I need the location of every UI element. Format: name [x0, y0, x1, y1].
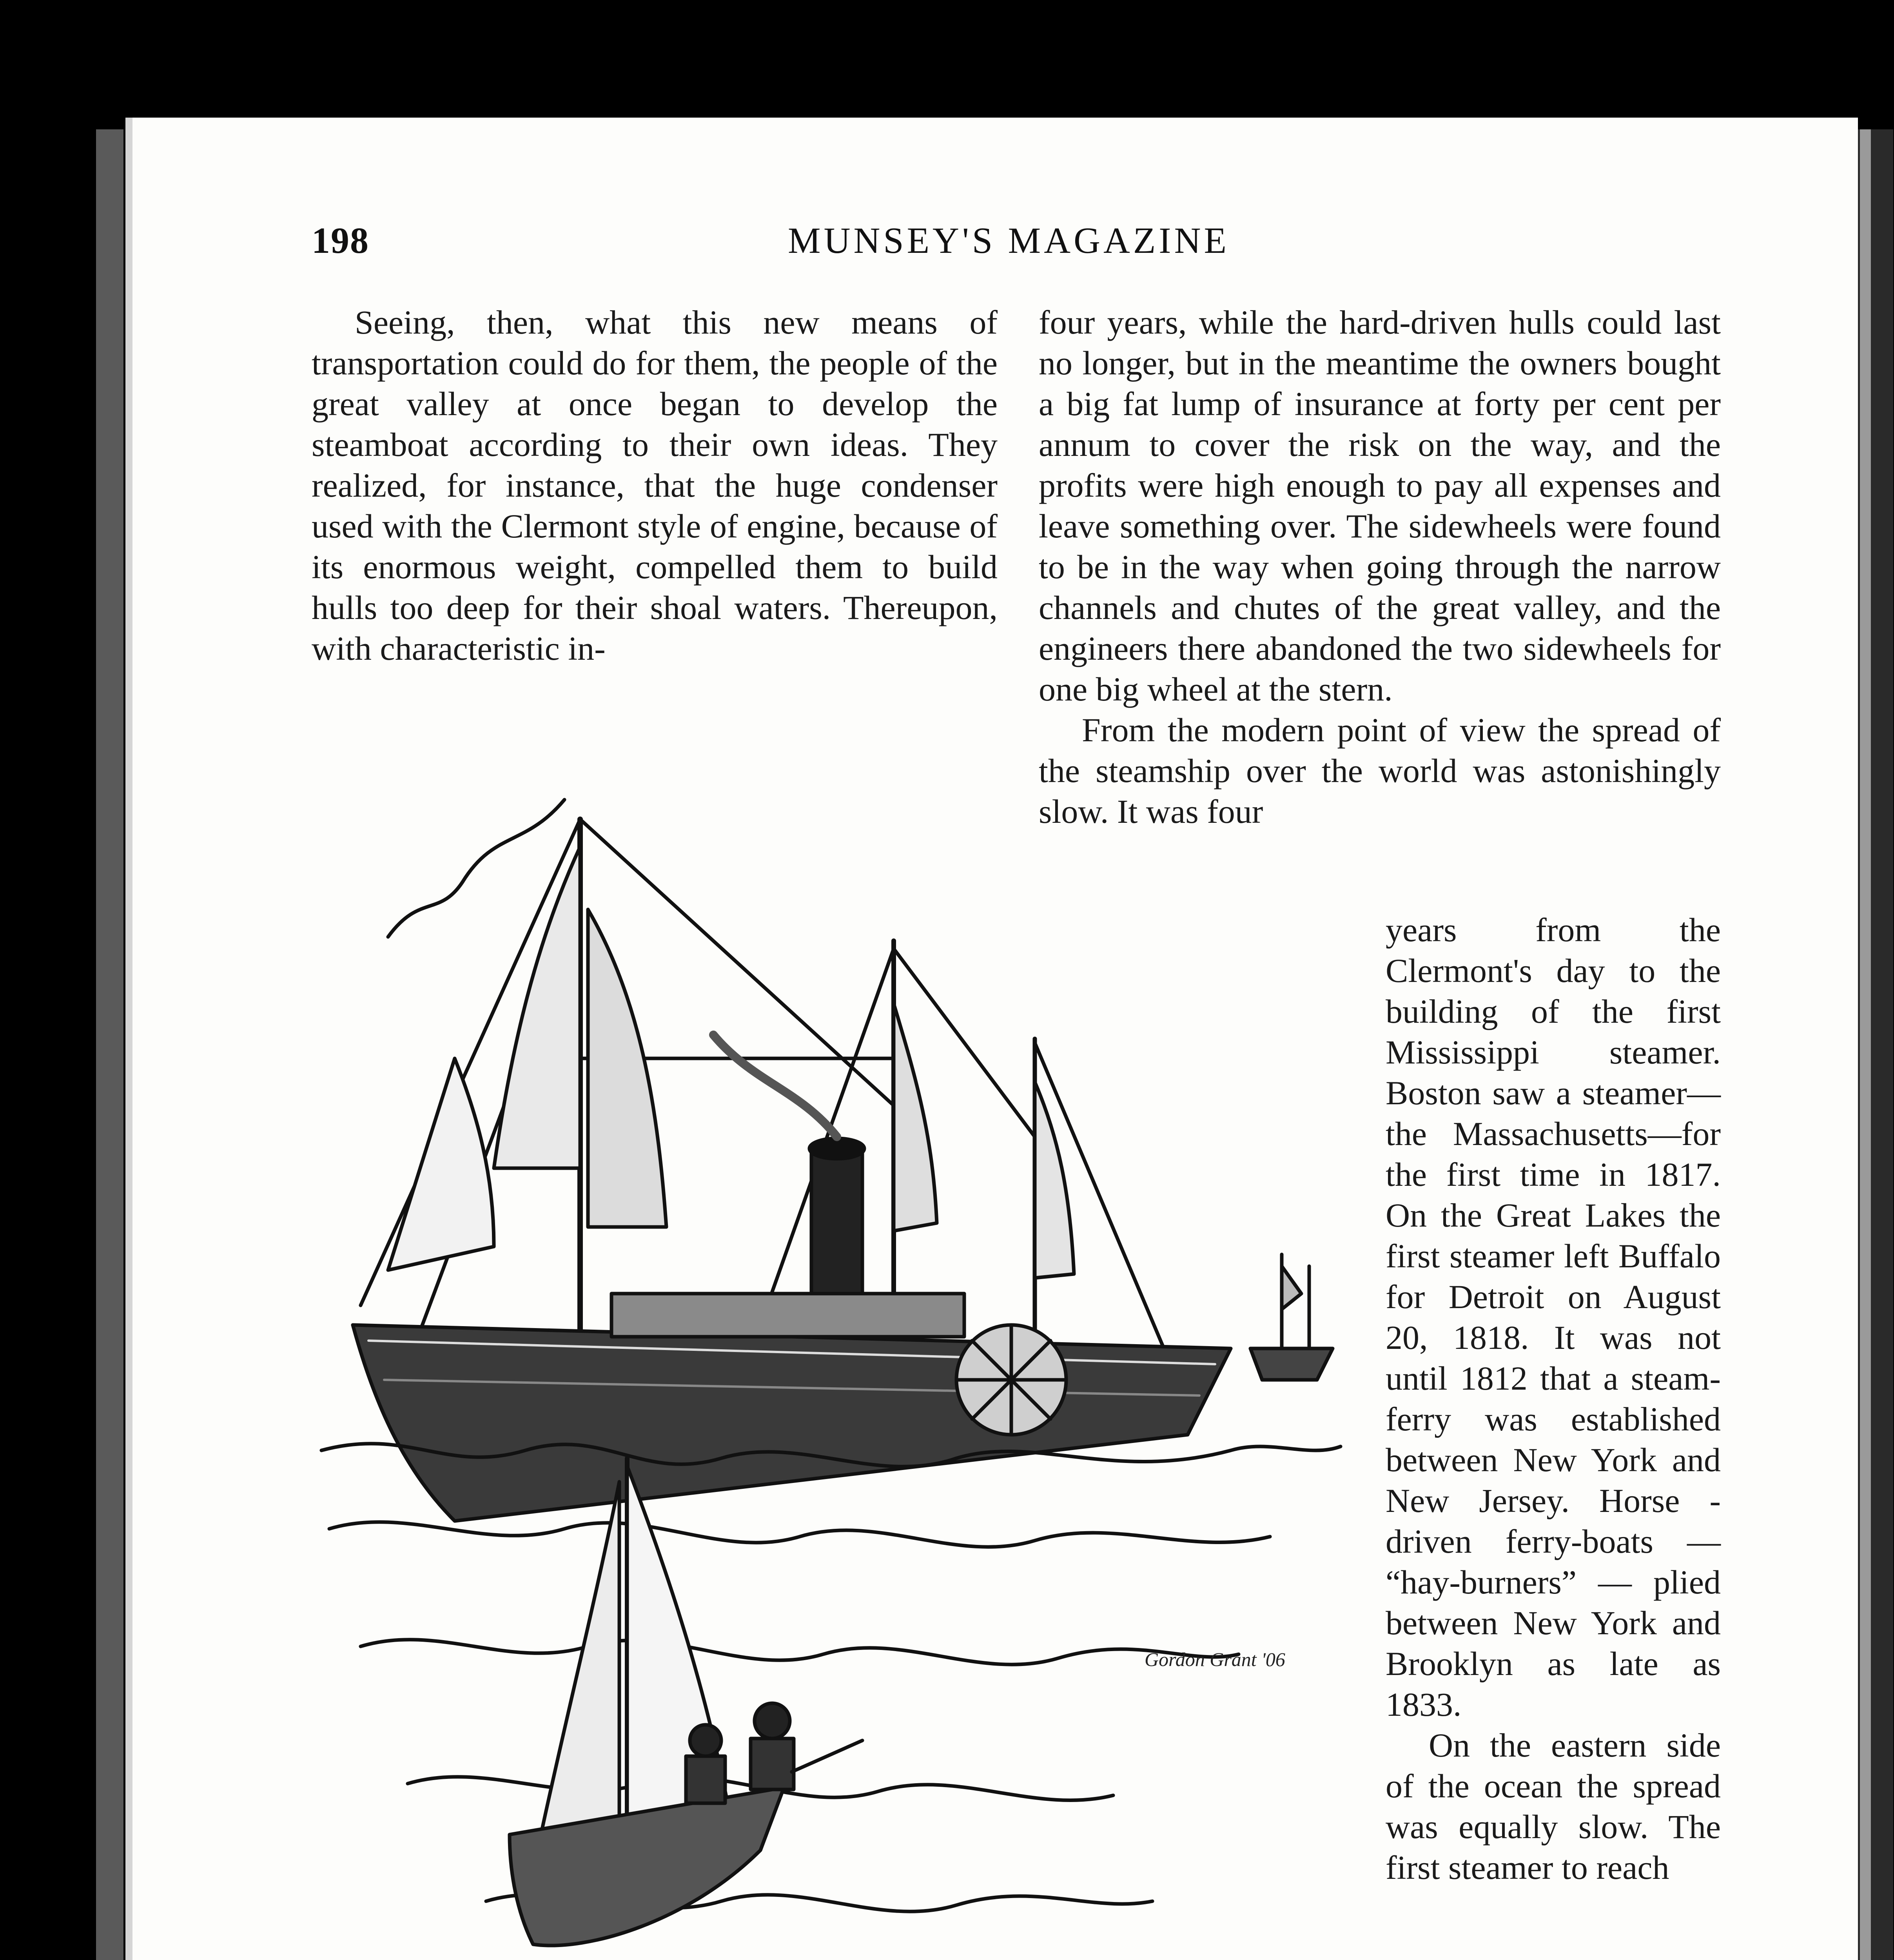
- page-edge-strip: [1860, 129, 1871, 1960]
- text-column-beside-illustration: [1386, 909, 1721, 1888]
- paragraph: On the eastern side of the ocean the spread was equally slow. The first steamer to reach: [1386, 1726, 1721, 1886]
- artist-signature: Gordon Grant '06: [1145, 1648, 1285, 1670]
- text-column-top-right: [1039, 302, 1721, 832]
- text-column-top-left: [312, 302, 998, 669]
- page-binding-left: [96, 129, 123, 1960]
- steamship-illustration: [290, 784, 1356, 1960]
- paragraph: Seeing, then, what this new means of transportation could do for them, the people of the great valley at once began to develop the steamboat according to their own ideas. They realized, for instance, that the huge condenser used with the Clermont style of engine, because of its enormous weight, compelled them to build hulls too deep for their shoal waters. Thereupon, with characteristic in-: [312, 303, 998, 667]
- paragraph: From the modern point of view the spread of the steamship over the world was astonishingly slow. It was four: [1039, 711, 1721, 830]
- running-title: MUNSEY'S MAGAZINE: [788, 220, 1230, 261]
- paragraph: years from the Clermont's day to the building of the first Mississippi steamer. Boston saw a steamer—the Massachusetts—for the first time in 1817. On the Great Lakes the first steamer left Buffalo for Detroit on August 20, 1818. It was not until 1812 that a steam-ferry was established between New York and New Jersey. Horse - driven ferry-boats — “hay-burners” — plied between New York and Brooklyn as late as 1833.: [1386, 911, 1721, 1723]
- page-number: 198: [312, 220, 369, 261]
- paragraph: four years, while the hard-driven hulls could last no longer, but in the meantime the owners bought a big fat lump of insurance at forty per cent per annum to cover the risk on the way, and the profits were high enough to pay all expenses and leave something over. The sidewheels were found to be in the way when going through the narrow channels and chutes of the great valley, and the engineers there abandoned the two sidewheels for one big wheel at the stern.: [1039, 303, 1721, 708]
